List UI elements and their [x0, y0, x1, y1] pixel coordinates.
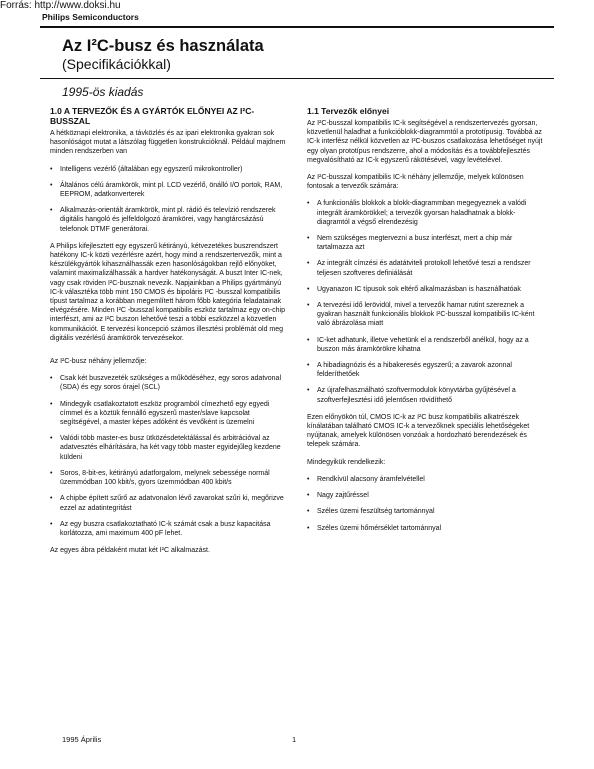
- intro-paragraph: A hétköznapi elektronika, a távközlés és az ipari elektronika gyakran sok hasonlóságot mutat a látszólag független konstrukcióknál. Például majdnem minden rendszerben van: [50, 130, 286, 156]
- edition-year: 1995-ös kiadás: [62, 85, 144, 99]
- list-item: • Rendkívül alacsony áramfelvétellel: [307, 475, 545, 484]
- footer-date: 1995 Április: [62, 735, 102, 744]
- section-heading-1-1: 1.1 Tervezők előnyei: [307, 106, 390, 116]
- list-item: • A funkcionális blokkok a blokk-diagrammban megegyeznek a valódi integrált áramkörökkel; a tervezők gyorsan haladhatnak a blokk-diagramtól a végső elrendezésig: [307, 199, 545, 227]
- list-item: • Széles üzemi hőmérséklet tartománnyal: [307, 524, 545, 533]
- properties-list: [307, 475, 545, 533]
- section-heading-1-0: 1.0 A TERVEZŐK ÉS A GYÁRTÓK ELŐNYEI AZ I²C-BUSSZAL: [50, 106, 255, 126]
- right-column: [307, 106, 545, 541]
- header-rule: [40, 26, 554, 28]
- list-item: • A chipbe épített szűrő az adatvonalon lévő zavarokat szűri ki, megőrizve ezzel az adatintegritást: [50, 494, 286, 512]
- features-intro: Az I²C-busz néhány jellemzője:: [50, 358, 147, 366]
- list-item: • Az integrált címzési és adatátviteli protokoll lehetővé teszi a rendszer teljesen szoftveres definiálását: [307, 259, 545, 277]
- list-item: • Általános célú áramkörök, mint pl. LCD vezérlő, önálló I/O portok, RAM, EEPROM, adatkonverterek: [50, 181, 286, 199]
- brand-name: Philips Semiconductors: [42, 12, 139, 22]
- list-item: • Nem szükséges megtervezni a busz interfészt, mert a chip már tartalmazza azt: [307, 234, 545, 252]
- designer-features-intro: Az I²C-busszal kompatibilis IC-k néhány jellemzője, melyek különösen fontosak a tervezők számára:: [307, 174, 524, 191]
- list-item: • Széles üzemi feszültség tartománnyal: [307, 507, 545, 516]
- closing-paragraph: Az egyes ábra példaként mutat két I²C alkalmazást.: [50, 547, 210, 555]
- list-item: • Mindegyik csatlakoztatott eszköz programból címezhető egy egyedi címmel és a köztük fennálló egyszerű master/slave kapcsolat segítségével, a master képes adóként és vevőként is üzemelni: [50, 400, 286, 428]
- list-item: • Az egy buszra csatlakoztatható IC-k számát csak a busz kapacitása korlátozza, ami maximum 400 pF lehet.: [50, 520, 286, 538]
- philips-paragraph: A Philips kifejlesztett egy egyszerű kétirányú, kétvezetékes buszrendszert hatékony IC-k közti vezérlésre azért, hogy mind a rendszertervezők, mint a készülékgyártók kihasználhassák ezen hasonlóságokban rejlő előnyöket, valamint maximalizálhassák a hardver hatékonyságát. A buszt Inter IC-nek, vagy csak röviden I²C-busznak nevezik. Napjainkban a Philips gyártmányú IC-k választéka több mint 150 CMOS és bipoláris I²C -busszal kompatibilis típust tartalmaz a korábban megemlített három főbb kategória feladatainak elvégzésére. Minden I²C -busszal kompatibilis eszköz tartalmaz egy on-chip interfészt, ami az I²C buszon lehetővé teszi a többi eszközzel a közvetlen kommunikációt. E tervezési koncepció számos illesztési problémát old meg digitális vezérlésű áramkörök tervezésekor.: [50, 242, 285, 342]
- list-item: • Alkalmazás-orientált áramkörök, mint pl. rádió és televízió rendszerek digitális hangoló és jelfeldolgozó áramkörei, vagy hangtárcsázású telefonok DTMF generátorai.: [50, 206, 286, 234]
- list-item: • Csak két buszvezeték szükséges a működéséhez, egy soros adatvonal (SDA) és egy soros órajel (SCL): [50, 374, 286, 392]
- list-item: • A tervezési idő lerövidül, mivel a tervezők hamar rutint szereznek a gyakran használt funkcionális blokkok I²C-busszal kompatibilis IC-ként való ábrázolása miatt: [307, 301, 545, 329]
- feature-list: [50, 374, 286, 538]
- left-column: [50, 106, 286, 563]
- list-item: • Ugyanazon IC típusok sok eltérő alkalmazásban is használhatóak: [307, 285, 545, 294]
- page-subtitle: (Specifikációkkal): [62, 56, 171, 72]
- title-rule: [40, 78, 554, 79]
- component-list: [50, 165, 286, 234]
- list-item: • Valódi több master-es busz ütközésdetektálással és arbitrációval az adatvesztés elhárítására, ha két vagy több master egyidejűleg kezdene küldeni: [50, 434, 286, 462]
- cmos-paragraph: Ezen előnyökön túl, CMOS IC-k az I²C busz kompatibilis alkatrészek kínálatában található CMOS IC-k a tervezőknek speciális lehetőségeket nyújtanak, amelyek különösen vonzóak a hordozható berendezések és telepek számára.: [307, 413, 530, 449]
- designer-feature-list: [307, 199, 545, 404]
- page-title: Az I²C-busz és használata: [62, 37, 264, 55]
- properties-intro: Mindegyikük rendelkezik:: [307, 458, 386, 466]
- list-item: • Intelligens vezérlő (általában egy egyszerű mikrokontroller): [50, 165, 286, 174]
- list-item: • IC-ket adhatunk, illetve vehetünk el a rendszerből anélkül, hogy az a buszon más áramkörökre kihatna: [307, 336, 545, 354]
- list-item: • Nagy zajtűréssel: [307, 491, 545, 500]
- designer-intro-paragraph: Az I²C-busszal kompatibilis IC-k segítségével a rendszertervezés gyorsan, közvetlenül haladhat a funkcióblokk-diagrammtól a prototípusig. Továbbá az IC-k interfész nélkül közvetlen az I²C-buszos csatlakozása lehetőséget nyújt egy olyan prototípus rendszerre, ahol a módosítás és a továbbfejlesztés megvalósítható az IC-k egyszerű rákötésével, vagy levételével.: [307, 120, 543, 164]
- page-number: 1: [292, 735, 297, 744]
- list-item: • A hibadiagnózis és a hibakeresés egyszerű; a zavarok azonnal felderíthetőek: [307, 361, 545, 379]
- source-label: Forrás: http://www.doksi.hu: [0, 0, 121, 11]
- list-item: • Az újrafelhasználható szoftvermodulok könyvtárba gyűjtésével a szoftverfejlesztési idő jelentősen rövidíthető: [307, 386, 545, 404]
- list-item: • Soros, 8-bit-es, kétirányú adatforgalom, melynek sebessége normál üzemmódban 100 kbit/s, gyors üzemmódban 400 kbit/s: [50, 469, 286, 487]
